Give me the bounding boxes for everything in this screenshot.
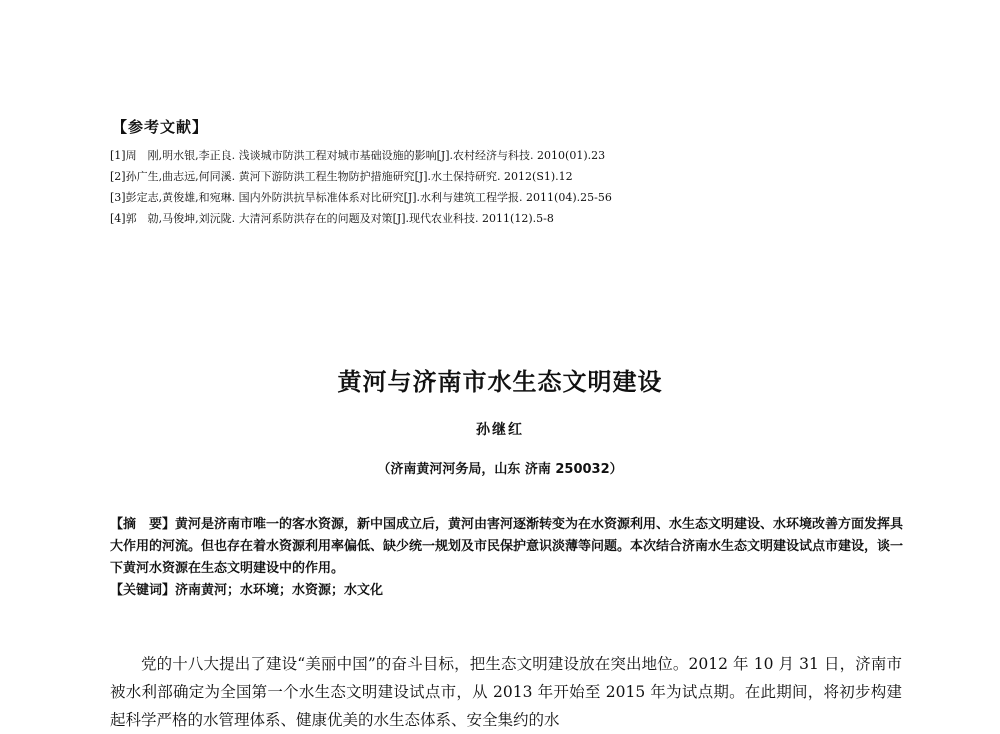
article-title: 黄河与济南市水生态文明建设 (337, 368, 663, 396)
body-paragraph: 党的十八大提出了建设“美丽中国”的奋斗目标，把生态文明建设放在突出地位。2012 年 10 月 31 日，济南市被水利部确定为全国第一个水生态文明建设试点市，从 2013 年开始至 2015 年为试点期。在此期间，将初步构建起科学严格的水管理体系、健康优美的水生态体系、安全集约的水 (110, 655, 902, 729)
article-author: 孙继红 (476, 422, 524, 438)
abstract-text: 黄河是济南市唯一的客水资源，新中国成立后，黄河由害河逐渐转变为在水资源利用、水生态文明建设、水环境改善方面发挥具大作用的河流。但也存在着水资源利用率偏低、缺少统一规划及市民保护意识淡薄等问题。本次结合济南水生态文明建设试点市建设，谈一下黄河水资源在生态文明建设中的作用。 (110, 517, 904, 576)
article-affiliation: （济南黄河河务局，山东 济南 250032） (377, 462, 623, 477)
reference-item: [3]彭定志,黄俊雄,和宛琳. 国内外防洪抗旱标准体系对比研究[J].水利与建筑工程学报. 2011(04).25-56 (110, 191, 612, 204)
references-section (110, 116, 910, 229)
body-section (110, 650, 902, 734)
abstract-paragraph (110, 514, 910, 580)
keywords-label: 【关键词】 (110, 583, 176, 598)
reference-item: [4]郭 勍,马俊坤,刘沅陇. 大清河系防洪存在的问题及对策[J].现代农业科技. 2011(12).5-8 (110, 212, 554, 225)
references-heading: 【参考文献】 (112, 118, 209, 136)
keywords-paragraph (110, 580, 910, 602)
abstract-label: 【摘 要】 (110, 517, 176, 532)
abstract-section (110, 514, 910, 602)
reference-item: [1]周 刚,明水银,李正良. 浅谈城市防洪工程对城市基础设施的影响[J].农村经济与科技. 2010(01).23 (110, 149, 606, 162)
reference-item: [2]孙广生,曲志远,何同溪. 黄河下游防洪工程生物防护措施研究[J].水土保持研究. 2012(S1).12 (110, 170, 573, 183)
keywords-text: 济南黄河；水环境；水资源；水文化 (175, 583, 384, 598)
